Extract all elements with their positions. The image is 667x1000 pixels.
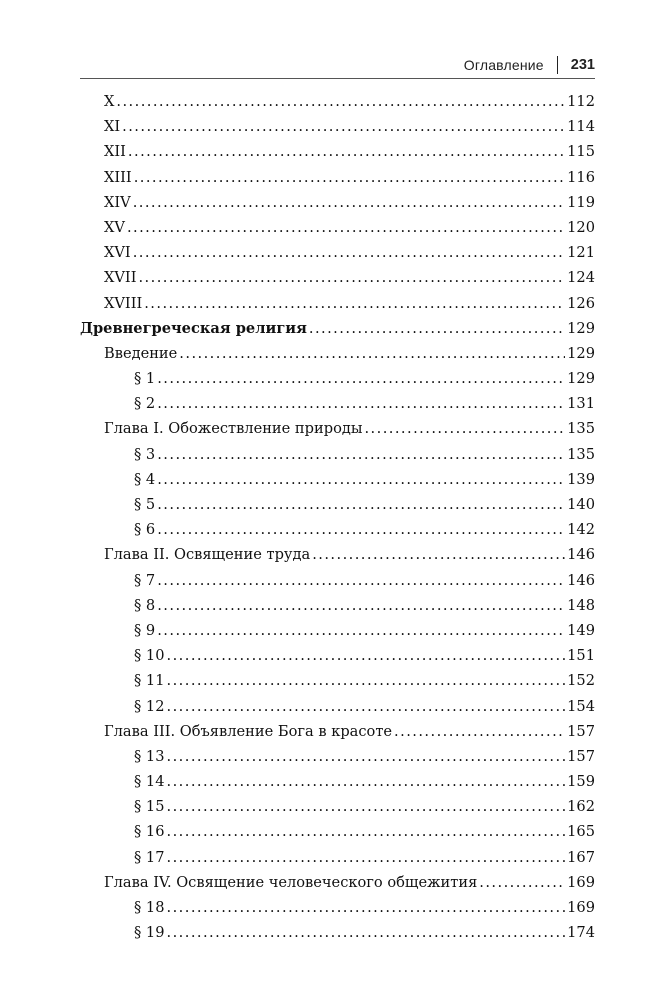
toc-entry bbox=[80, 668, 595, 693]
toc-entry-label: XVIII bbox=[104, 294, 143, 312]
toc-entry bbox=[80, 316, 595, 341]
dot-leader bbox=[128, 139, 565, 164]
toc-entry bbox=[80, 291, 595, 316]
toc-entry-label: § 12 bbox=[134, 697, 165, 715]
toc-entry-label: X bbox=[104, 93, 115, 110]
toc-entry bbox=[80, 870, 595, 895]
toc-entry-page: 129 bbox=[567, 370, 595, 388]
toc-entry-page: 135 bbox=[567, 420, 595, 438]
toc-entry-label: § 3 bbox=[134, 445, 156, 463]
toc-entry bbox=[80, 794, 595, 819]
toc-entry bbox=[80, 240, 595, 265]
dot-leader bbox=[167, 694, 566, 719]
dot-leader bbox=[167, 845, 566, 870]
dot-leader bbox=[133, 190, 565, 215]
dot-leader bbox=[309, 316, 565, 341]
toc-entry bbox=[80, 643, 595, 668]
toc-entry-label: § 18 bbox=[134, 899, 165, 916]
toc-entry bbox=[80, 114, 595, 139]
toc-entry bbox=[80, 845, 595, 870]
toc-entry-page: 115 bbox=[567, 143, 595, 161]
dot-leader bbox=[144, 291, 565, 316]
toc-entry bbox=[80, 215, 595, 240]
toc-entry-label: XIV bbox=[104, 193, 131, 211]
toc-entry-page: 112 bbox=[567, 93, 595, 110]
toc-entry-page: 159 bbox=[567, 773, 595, 791]
toc-entry bbox=[80, 895, 595, 920]
toc-entry-page: 139 bbox=[567, 470, 595, 488]
toc-entry-label: § 10 bbox=[134, 647, 165, 665]
toc-entry bbox=[80, 618, 595, 643]
toc-entry-page: 126 bbox=[567, 294, 595, 312]
dot-leader bbox=[157, 467, 565, 492]
toc-entry bbox=[80, 190, 595, 215]
toc-entry-label: § 4 bbox=[134, 470, 156, 488]
toc-entry bbox=[80, 165, 595, 190]
dot-leader bbox=[167, 895, 566, 920]
dot-leader bbox=[167, 920, 566, 945]
toc-entry bbox=[80, 265, 595, 290]
toc-entry-label: Глава II. Освящение труда bbox=[104, 546, 311, 564]
header-separator bbox=[557, 56, 558, 74]
toc-entry bbox=[80, 819, 595, 844]
toc-entry-page: 154 bbox=[567, 697, 595, 715]
toc-entry-label: XVII bbox=[104, 269, 137, 287]
toc-entry-label: XIII bbox=[104, 168, 132, 186]
toc-entry-page: 121 bbox=[567, 244, 595, 262]
toc-entry bbox=[80, 442, 595, 467]
toc-entry-page: 169 bbox=[567, 873, 595, 891]
toc-entry-label: XVI bbox=[104, 244, 131, 262]
toc-entry-label: § 19 bbox=[134, 924, 165, 942]
toc-entry-page: 167 bbox=[567, 848, 595, 866]
toc-entry-label: § 13 bbox=[134, 747, 165, 765]
toc-entry-page: 174 bbox=[567, 924, 595, 942]
toc-entry-page: 149 bbox=[567, 621, 595, 639]
toc-entry-label: § 9 bbox=[134, 621, 156, 639]
dot-leader bbox=[122, 114, 565, 139]
toc-entry bbox=[80, 139, 595, 164]
toc-entry-label: XI bbox=[104, 118, 121, 136]
dot-leader bbox=[179, 341, 565, 366]
dot-leader bbox=[133, 240, 565, 265]
toc-entry-page: 120 bbox=[567, 218, 595, 236]
page-number: 231 bbox=[570, 57, 595, 73]
toc-entry-label: XII bbox=[104, 143, 126, 161]
toc-entry bbox=[80, 341, 595, 366]
toc-entry-page: 135 bbox=[567, 445, 595, 463]
running-header bbox=[80, 52, 595, 78]
dot-leader bbox=[394, 719, 565, 744]
toc-entry-page: 146 bbox=[567, 546, 595, 564]
dot-leader bbox=[167, 794, 566, 819]
toc-entry bbox=[80, 492, 595, 517]
toc-entry-page: 157 bbox=[567, 722, 595, 740]
toc-entry-label: Древнегреческая религия bbox=[80, 319, 307, 337]
toc-entry-label: § 8 bbox=[134, 596, 156, 614]
toc-entry-page: 140 bbox=[567, 496, 595, 513]
dot-leader bbox=[167, 744, 566, 769]
toc-entry bbox=[80, 694, 595, 719]
dot-leader bbox=[116, 89, 565, 114]
toc-entry bbox=[80, 89, 595, 114]
toc-entry bbox=[80, 744, 595, 769]
toc-entry bbox=[80, 542, 595, 567]
dot-leader bbox=[167, 819, 566, 844]
toc-entry-label: Глава III. Объявление Бога в красоте bbox=[104, 722, 393, 740]
toc-entry-page: 148 bbox=[567, 596, 595, 614]
header-rule bbox=[80, 78, 595, 79]
toc-entry-page: 142 bbox=[567, 521, 595, 539]
dot-leader bbox=[157, 391, 565, 416]
toc-entry-label: § 15 bbox=[134, 798, 165, 816]
toc-entry bbox=[80, 467, 595, 492]
toc-entry-page: 116 bbox=[567, 168, 595, 186]
toc-entry bbox=[80, 769, 595, 794]
toc-entry-label: § 14 bbox=[134, 773, 165, 791]
toc-entry-label: Глава I. Обожествление природы bbox=[104, 420, 363, 438]
dot-leader bbox=[157, 492, 565, 517]
dot-leader bbox=[312, 542, 565, 567]
toc-entry bbox=[80, 517, 595, 542]
dot-leader bbox=[134, 165, 565, 190]
toc-entry bbox=[80, 568, 595, 593]
dot-leader bbox=[479, 870, 565, 895]
toc-entry bbox=[80, 719, 595, 744]
toc-entry-page: 119 bbox=[567, 193, 595, 211]
toc-entry-label: § 17 bbox=[134, 848, 165, 866]
toc-entry-page: 131 bbox=[567, 395, 595, 413]
toc-entry-page: 151 bbox=[567, 647, 595, 665]
toc-entry-label: § 5 bbox=[134, 496, 156, 513]
toc-entry-page: 146 bbox=[567, 571, 595, 589]
toc-entry-page: 162 bbox=[567, 798, 595, 816]
toc-entry-page: 152 bbox=[567, 672, 595, 690]
toc-entry-label: Введение bbox=[104, 344, 178, 362]
toc-entry-label: § 7 bbox=[134, 571, 156, 589]
dot-leader bbox=[157, 442, 565, 467]
toc-entry-label: § 2 bbox=[134, 395, 156, 413]
toc-entry-page: 165 bbox=[567, 823, 595, 841]
dot-leader bbox=[157, 618, 565, 643]
toc-entry-page: 124 bbox=[567, 269, 595, 287]
dot-leader bbox=[138, 265, 565, 290]
toc-entry-label: § 11 bbox=[134, 672, 165, 690]
toc-entry bbox=[80, 366, 595, 391]
toc-entry-label: Глава IV. Освящение человеческого общежития bbox=[104, 873, 478, 891]
dot-leader bbox=[157, 517, 565, 542]
toc-entry-page: 157 bbox=[567, 747, 595, 765]
toc-entry bbox=[80, 593, 595, 618]
dot-leader bbox=[167, 643, 566, 668]
toc-entry-label: XV bbox=[104, 218, 125, 236]
dot-leader bbox=[157, 366, 565, 391]
running-header-title: Оглавление bbox=[463, 57, 544, 73]
toc-entry-page: 169 bbox=[567, 899, 595, 916]
toc-entry-page: 129 bbox=[567, 344, 595, 362]
toc-entry bbox=[80, 391, 595, 416]
dot-leader bbox=[364, 416, 565, 441]
toc-entry-page: 129 bbox=[567, 319, 595, 337]
toc-entry-label: § 6 bbox=[134, 521, 156, 539]
dot-leader bbox=[157, 568, 565, 593]
toc-entry-label: § 1 bbox=[134, 370, 156, 388]
dot-leader bbox=[157, 593, 565, 618]
toc-entry bbox=[80, 920, 595, 945]
toc-entry-label: § 16 bbox=[134, 823, 165, 841]
toc-entry bbox=[80, 416, 595, 441]
toc-entry-page: 114 bbox=[567, 118, 595, 136]
dot-leader bbox=[167, 769, 566, 794]
dot-leader bbox=[127, 215, 565, 240]
dot-leader bbox=[167, 668, 566, 693]
table-of-contents bbox=[80, 89, 595, 945]
